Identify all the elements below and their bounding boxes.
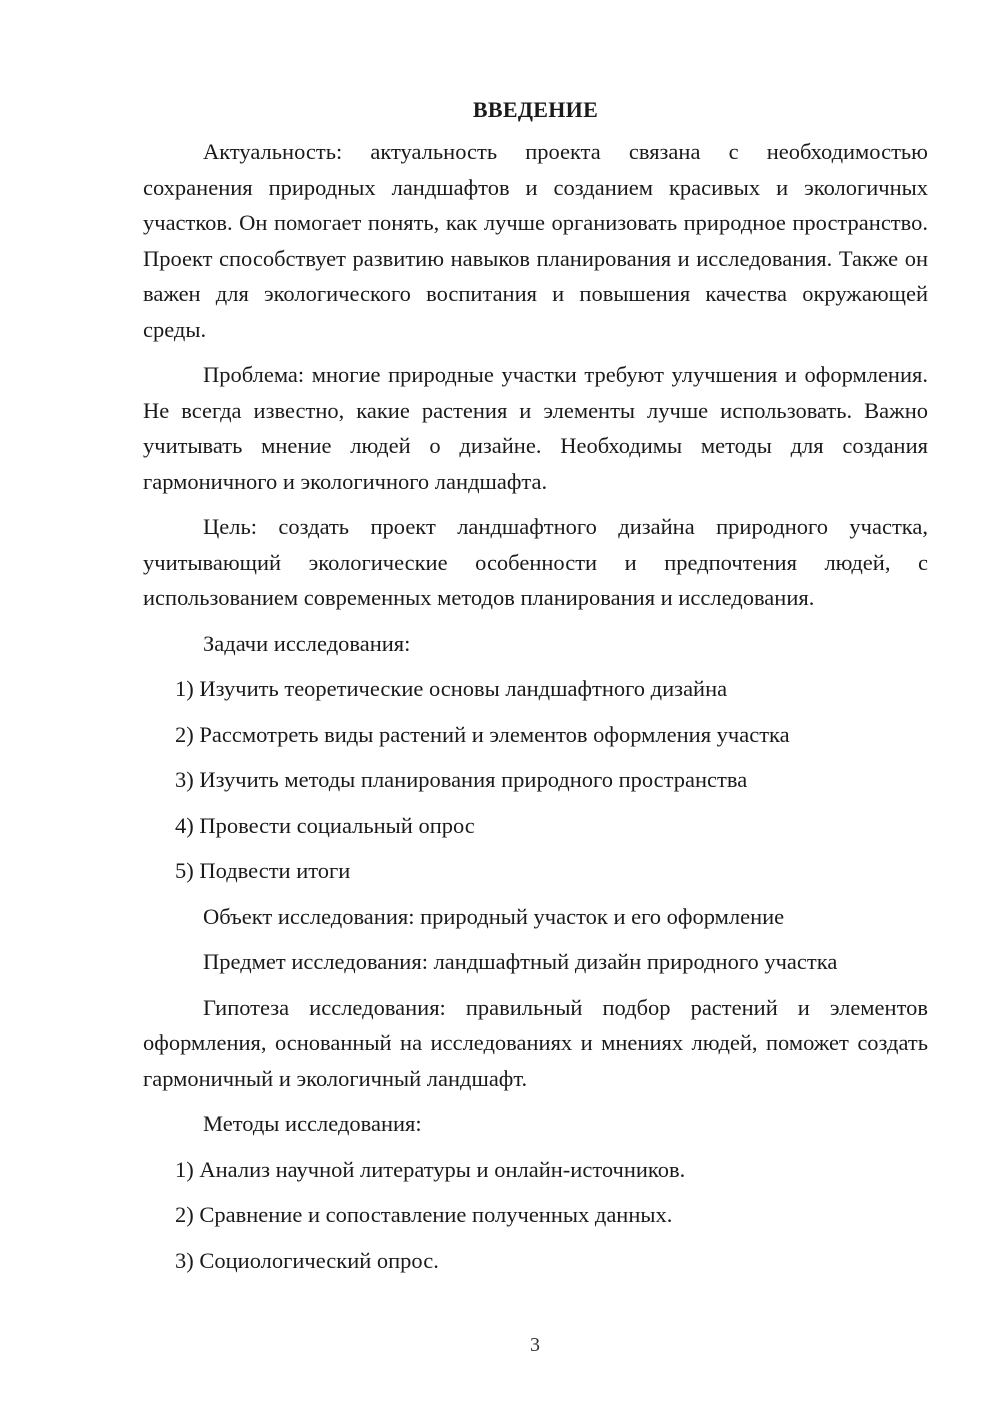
list-item: 3) Изучить методы планирования природного пространства <box>175 767 748 792</box>
relevance-paragraph: Актуальность: актуальность проекта связана с необходимостью сохранения природных ландшафтов и созданием красивых и экологичных участков. Он помогает понять, как лучше организовать природное пространство. Проект способствует развитию навыков планирования и исследования. Также он важен для экологического воспитания и повышения качества окружающей среды. <box>143 139 928 342</box>
list-item: 1) Анализ научной литературы и онлайн-источников. <box>175 1156 686 1182</box>
section-title: ВВЕДЕНИЕ <box>472 97 599 122</box>
subject-line: Предмет исследования: ландшафтный дизайн природного участка <box>203 949 838 974</box>
list-item: 5) Подвести итоги <box>175 858 351 883</box>
document-page <box>143 92 928 1288</box>
problem-paragraph: Проблема: многие природные участки требуют улучшения и оформления. Не всегда известно, какие растения и элементы лучше использовать. Важно учитывать мнение людей о дизайне. Необходимы методы для создания гармоничного и экологичного ландшафта. <box>143 362 928 494</box>
list-item: 2) Рассмотреть виды растений и элементов оформления участка <box>175 721 790 747</box>
methods-heading: Методы исследования: <box>203 1111 422 1136</box>
goal-paragraph: Цель: создать проект ландшафтного дизайна природного участка, учитывающий экологические особенности и предпочтения людей, с использованием современных методов планирования и исследования. <box>143 514 928 610</box>
methods-list <box>143 1152 928 1279</box>
tasks-list <box>143 671 928 889</box>
page-number: 3 <box>530 1334 540 1356</box>
hypothesis-paragraph: Гипотеза исследования: правильный подбор растений и элементов оформления, основанный на исследованиях и мнениях людей, поможет создать гармоничный и экологичный ландшафт. <box>143 994 928 1091</box>
list-item: 3) Социологический опрос. <box>175 1247 439 1273</box>
list-item: 2) Сравнение и сопоставление полученных данных. <box>175 1202 673 1227</box>
tasks-heading: Задачи исследования: <box>203 630 411 656</box>
object-line: Объект исследования: природный участок и его оформление <box>203 903 785 929</box>
list-item: 1) Изучить теоретические основы ландшафтного дизайна <box>175 676 728 701</box>
list-item: 4) Провести социальный опрос <box>175 812 475 838</box>
